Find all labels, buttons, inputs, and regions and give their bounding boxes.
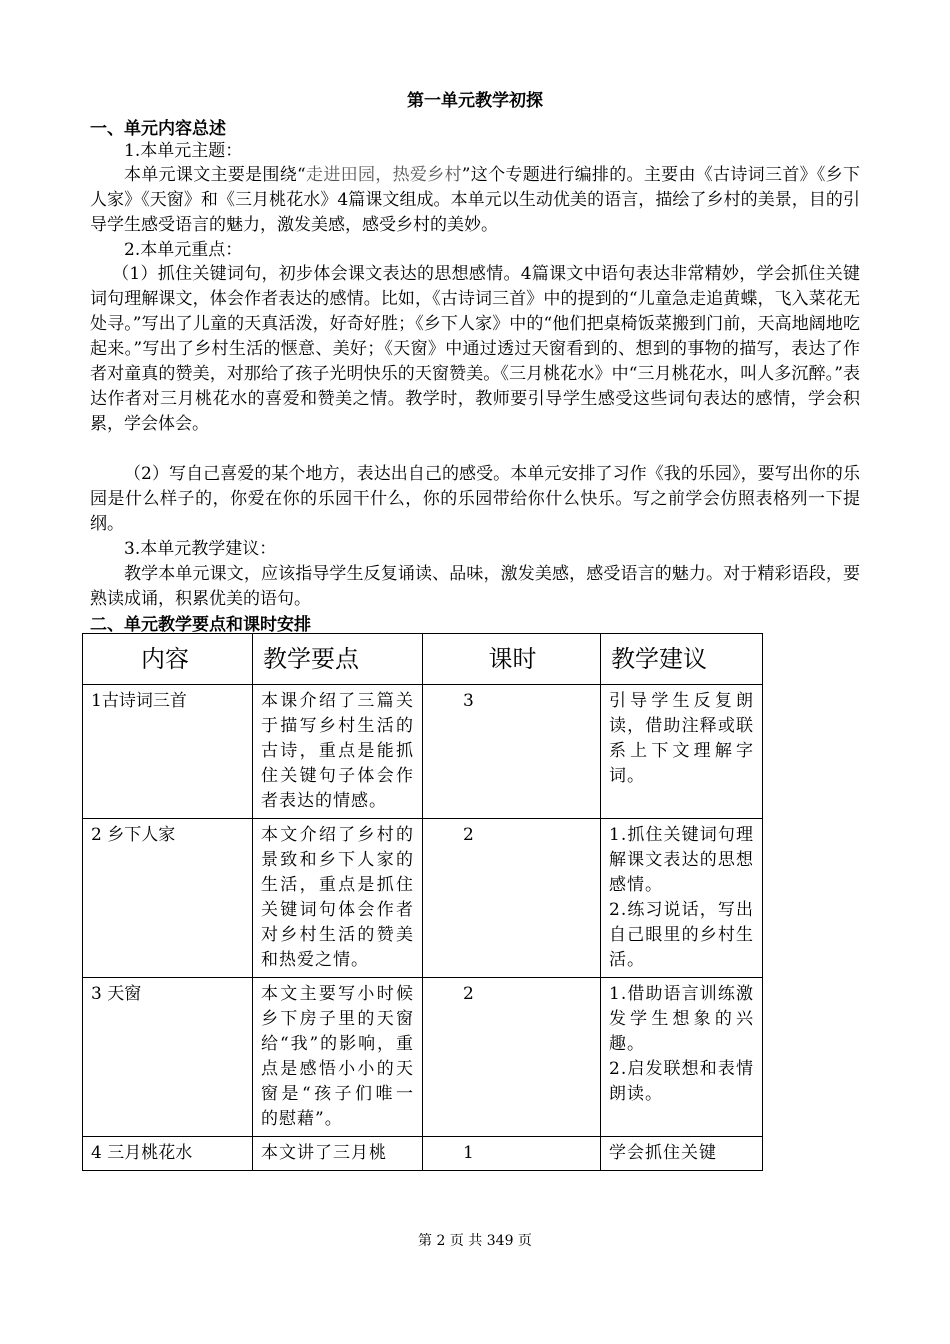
table-row xyxy=(83,685,763,819)
suggestion-label: 3.本单元教学建议： xyxy=(124,539,277,559)
cell-content: 1古诗词三首 xyxy=(83,685,253,819)
cell-hours: 1 xyxy=(423,1137,601,1171)
cell-points: 本课介绍了三篇关于描写乡村生活的古诗，重点是能抓住关键句子体会作者表达的情感。 xyxy=(253,685,423,819)
cell-advice: 引导学生反复朗读，借助注释或联系上下文理解字词。 xyxy=(601,685,763,819)
theme-label: 1.本单元主题： xyxy=(124,141,243,161)
page-title: 第一单元教学初探 xyxy=(407,91,543,111)
cell-content: 2 乡下人家 xyxy=(83,819,253,978)
col-header-points: 教学要点 xyxy=(253,634,423,685)
cell-advice xyxy=(601,819,763,978)
suggestion-text: 教学本单元课文，应该指导学生反复诵读、品味，激发美感，感受语言的魅力。对于精彩语段，要熟读成诵，积累优美的语句。 xyxy=(90,564,860,609)
col-header-hours: 课时 xyxy=(423,634,601,685)
section1-heading: 一、单元内容总述 xyxy=(90,119,226,139)
col-header-content: 内容 xyxy=(83,634,253,685)
key-points-label: 2.本单元重点： xyxy=(124,240,243,260)
cell-advice: 学会抓住关键 xyxy=(601,1137,763,1171)
cell-points: 本文介绍了乡村的景致和乡下人家的生活，重点是抓住关键词句体会作者对乡村生活的赞美和热爱之情。 xyxy=(253,819,423,978)
cell-hours: 3 xyxy=(423,685,601,819)
cell-points: 本文主要写小时候乡下房子里的天窗给“我”的影响，重点是感悟小小的天窗是“孩子们唯一的慰藉”。 xyxy=(253,978,423,1137)
cell-content: 3 天窗 xyxy=(83,978,253,1137)
theme-text-a: 本单元课文主要是围绕“ xyxy=(124,165,306,185)
key-point-2: （2）写自己喜爱的某个地方，表达出自己的感受。本单元安排了习作《我的乐园》，要写出你的乐园是什么样子的，你爱在你的乐园干什么，你的乐园带给你什么快乐。写之前学会仿照表格列一下提纲。 xyxy=(90,464,860,534)
cell-hours: 2 xyxy=(423,819,601,978)
key-point-1: （1）抓住关键词句，初步体会课文表达的思想感情。4篇课文中语句表达非常精妙，学会抓住关键词句理解课文，体会作者表达的感情。比如，《古诗词三首》中的提到的“儿童急走追黄蝶，飞入菜花无处寻。”写出了儿童的天真活泼，好奇好胜；《乡下人家》中的“他们把桌椅饭菜搬到门前，天高地阔地吃起来。”写出了乡村生活的惬意、美好；《天窗》中通过透过天窗看到的、想到的事物的描写，表达了作者对童真的赞美，对那给了孩子光明快乐的天窗赞美。《三月桃花水》中“三月桃花水，叫人多沉醉。”表达作者对三月桃花水的喜爱和赞美之情。教学时，教师要引导学生感受这些词句表达的感情，学会积累，学会体会。 xyxy=(90,264,860,434)
advice-item: 2.启发联想和表情朗读。 xyxy=(609,1059,754,1104)
section2-heading: 二、单元教学要点和课时安排 xyxy=(90,615,311,635)
schedule-table xyxy=(82,633,763,1171)
table-row xyxy=(83,1137,763,1171)
table-row xyxy=(83,978,763,1137)
cell-hours: 2 xyxy=(423,978,601,1137)
page-footer: 第 2 页 共 349 页 xyxy=(418,1233,532,1249)
table-header-row xyxy=(83,634,763,685)
col-header-advice: 教学建议 xyxy=(601,634,763,685)
table-row xyxy=(83,819,763,978)
cell-advice xyxy=(601,978,763,1137)
cell-points: 本文讲了三月桃 xyxy=(253,1137,423,1171)
cell-content: 4 三月桃花水 xyxy=(83,1137,253,1171)
theme-paragraph xyxy=(90,163,860,238)
advice-item: 1.借助语言训练激发学生想象的兴趣。 xyxy=(609,984,754,1054)
advice-item: 2.练习说话，写出自己眼里的乡村生活。 xyxy=(609,900,754,970)
theme-text-b: ”这个专题进行编排的。主要由《古诗词三首》《乡下人家》《天窗》和《三月桃花水》4篇课文组成。本单元以生动优美的语言，描绘了乡村的美景，目的引导学生感受语言的魅力，激发美感，感受乡村的美妙。 xyxy=(90,165,860,235)
theme-highlight: 走进田园，热爱乡村 xyxy=(305,165,462,185)
advice-item: 1.抓住关键词句理解课文表达的思想感情。 xyxy=(609,825,754,895)
